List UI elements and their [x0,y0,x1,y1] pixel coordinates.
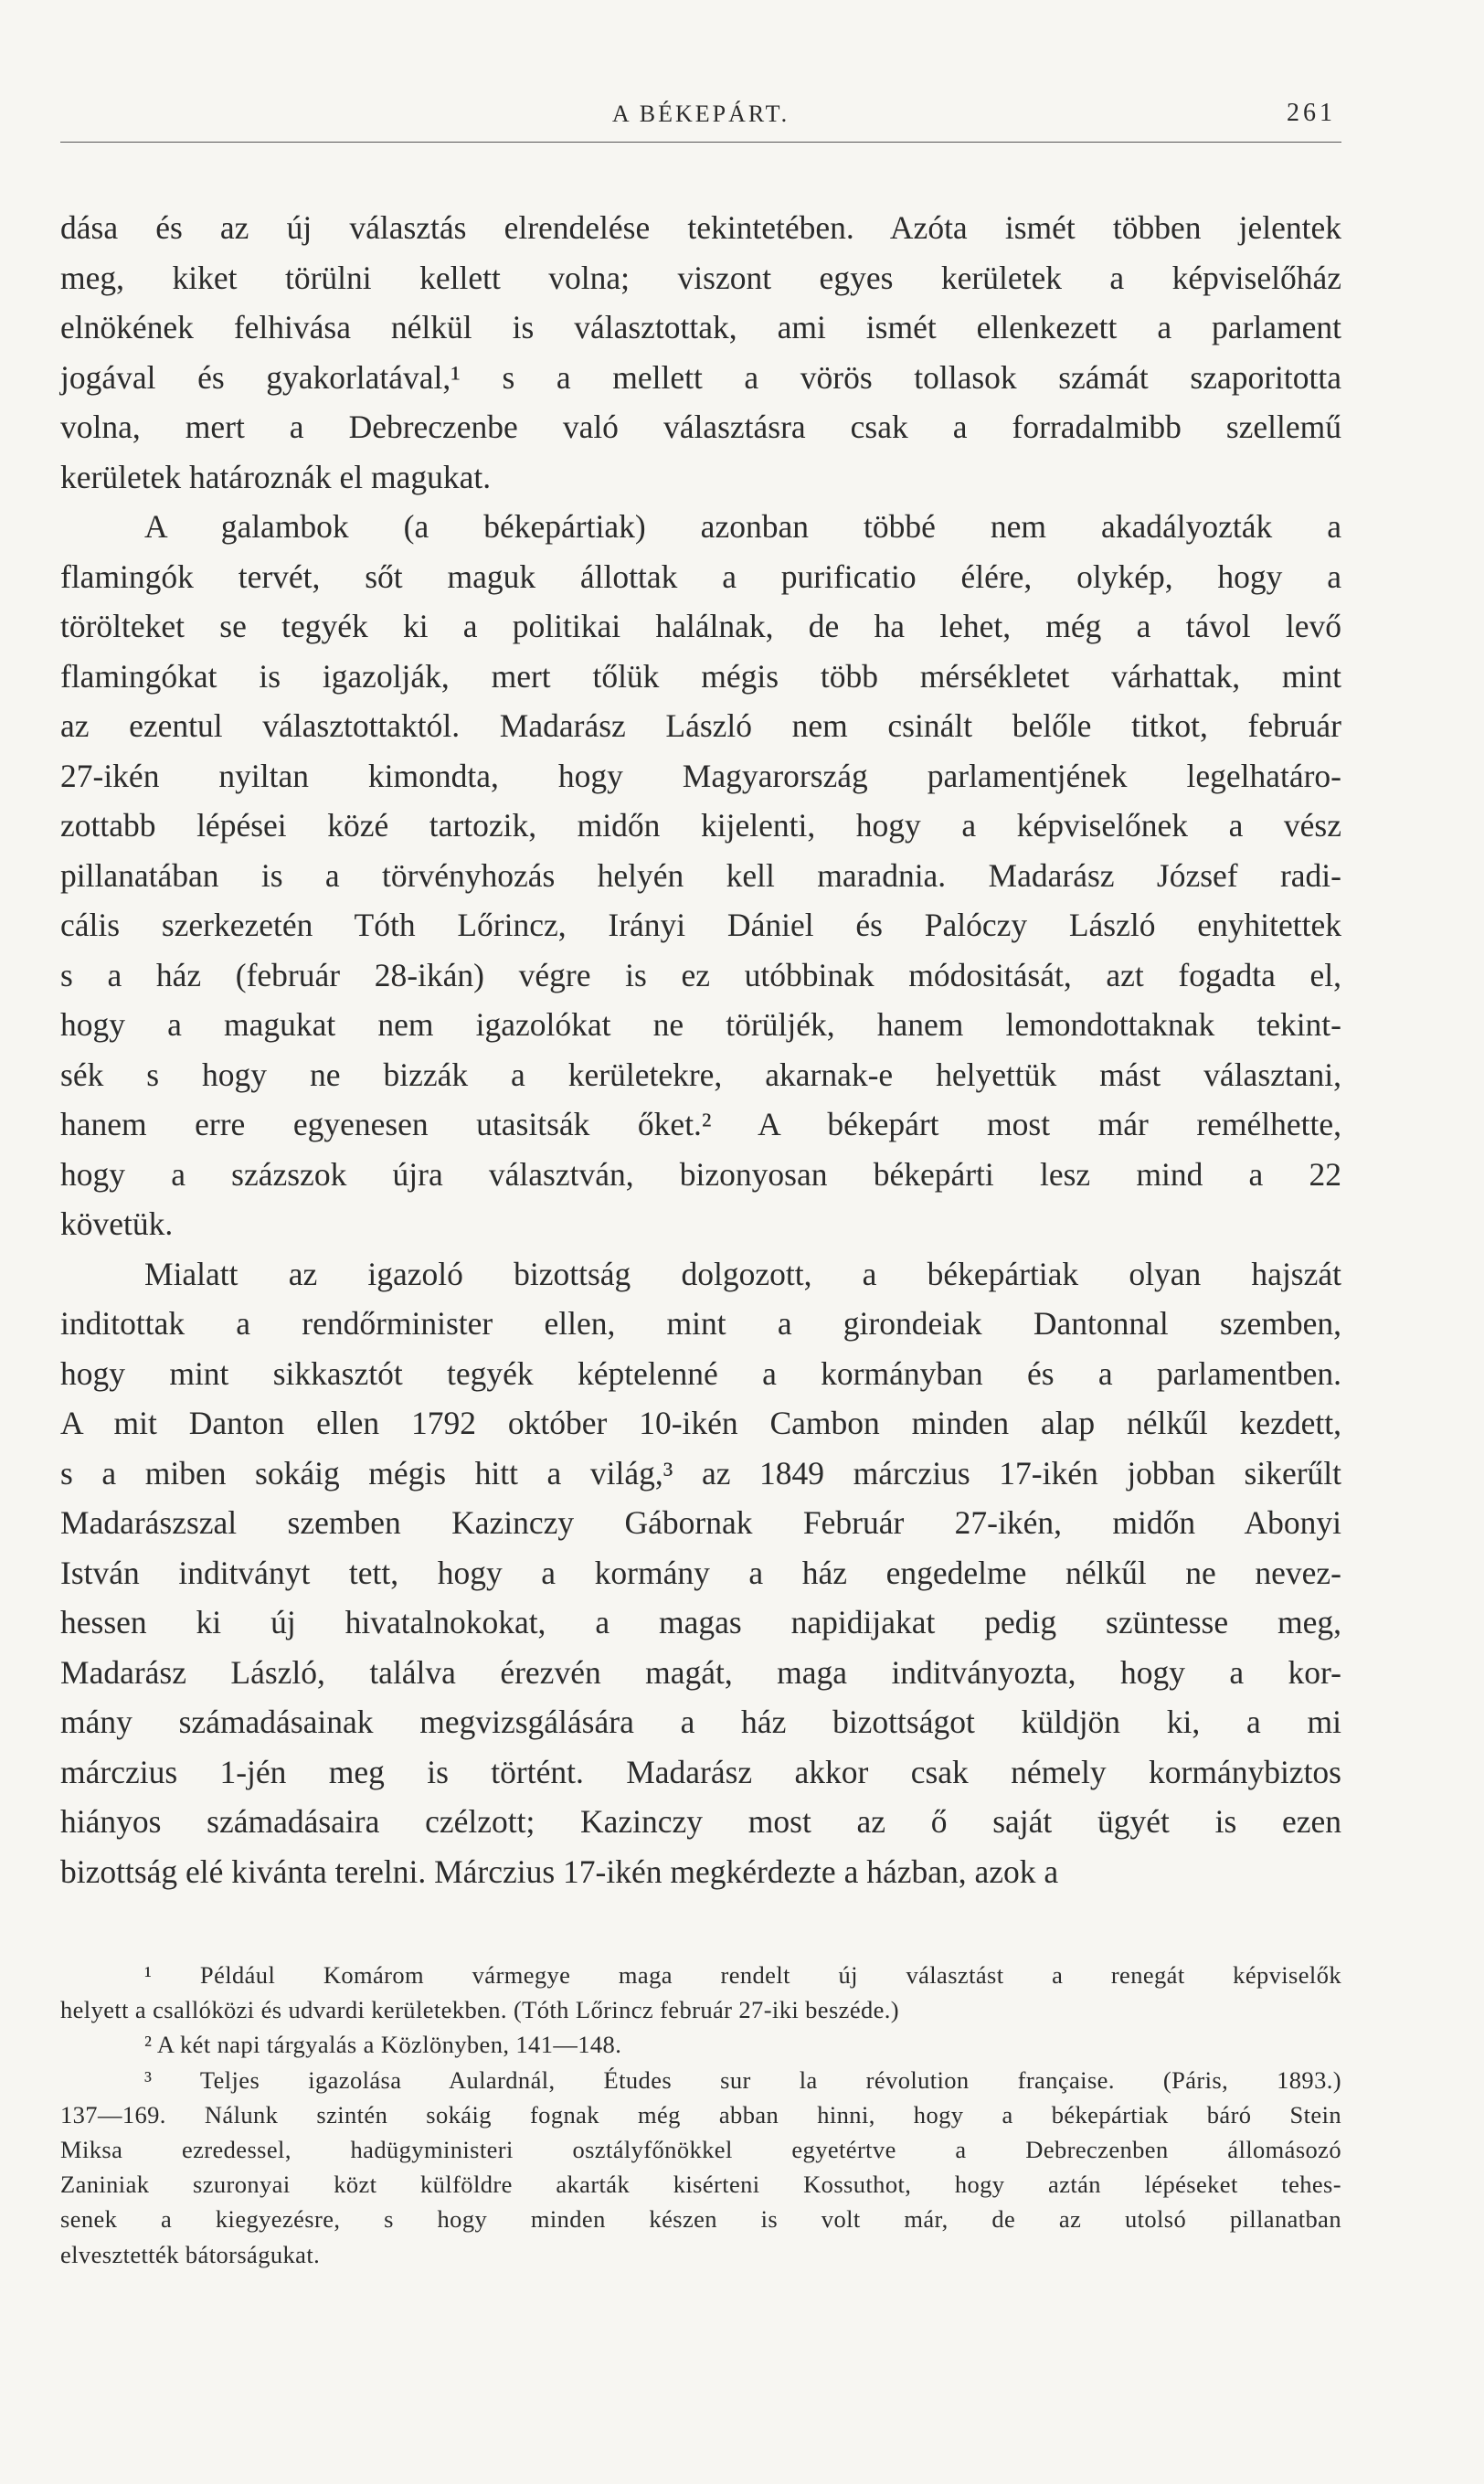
text-line: követük. [60,1205,174,1242]
footnote-line: senek a kiegyezésre, s hogy minden készen is volt már, de az utolsó pillanatban [60,2205,1341,2234]
text-line: s a ház (február 28-ikán) végre is ez utóbbinak módositását, azt fogadta el, [60,956,1341,993]
footnote-line: ³ Teljes igazolása Aulardnál, Études sur la révolution française. (Páris, 1893.) [144,2065,1341,2094]
text-line: Mialatt az igazoló bizottság dolgozott, a békepártiak olyan hajszát [144,1255,1341,1292]
running-header [60,95,1341,132]
text-line: elnökének felhivása nélkül is választottak, ami ismét ellenkezett a parlament [60,309,1341,345]
text-line: meg, kiket törülni kellett volna; viszont egyes kerületek a képviselőház [60,259,1341,296]
text-line: zottabb lépései közé tartozik, midőn kijelenti, hogy a képviselőnek a vész [60,807,1341,844]
running-title: A BÉKEPÁRT. [611,101,790,127]
text-line: hogy a magukat nem igazolókat ne törüljék, hanem lemondottaknak tekint- [60,1006,1341,1043]
footnote-line: 137—169. Nálunk szintén sokáig fognak még abban hinni, hogy a békepártiak báró Stein [60,2100,1341,2128]
footnote-2 [60,2027,1341,2062]
text-line: törölteket se tegyék ki a politikai halálnak, de ha lehet, még a távol levő [60,608,1341,644]
paragraph-3 [60,1249,1341,1897]
text-line: jogával és gyakorlatával,¹ s a mellett a vörös tollasok számát szaporitotta [60,358,1341,396]
text-line: hogy mint sikkasztót tegyék képtelenné a kormányban és a parlamentben. [60,1354,1341,1392]
text-line: az ezentul választottaktól. Madarász László nem csinált belőle titkot, február [60,707,1341,744]
paragraph-1 [60,203,1341,502]
body-text [60,203,1341,1896]
text-line: márczius 1-jén meg is történt. Madarász akkor csak némely kormánybiztos [60,1753,1341,1790]
text-line: hessen ki új hivatalnokokat, a magas napidijakat pedig szüntesse meg, [60,1604,1341,1640]
header-rule [60,142,1341,143]
footnote-line: helyett a csallóközi és udvardi kerületekben. (Tóth Lőrincz február 27-iki beszéde.) [60,1996,900,2024]
footnote-line: ² A két napi tárgyalás a Közlönyben, 141—148. [144,2031,622,2059]
footnotes [60,1958,1341,2272]
text-line: mány számadásainak megvizsgálására a ház bizottságot küldjön ki, a mi [60,1704,1341,1740]
footnote-line: Zaniniak szuronyai közt külföldre akarták kisérteni Kossuthot, hogy aztán lépéseket tehes- [60,2171,1341,2199]
text-line: hanem erre egyenesen utasitsák őket.² A békepárt most már remélhette, [60,1106,1341,1142]
text-line: sék s hogy ne bizzák a kerületekre, akarnak-e helyettük mást választani, [60,1056,1341,1093]
text-line: hiányos számadásaira czélzott; Kazinczy most az ő saját ügyét is ezen [60,1803,1341,1840]
text-line: hogy a százszok újra választván, bizonyosan békepárti lesz mind a 22 [60,1155,1341,1193]
text-line: A mit Danton ellen 1792 október 10-ikén Cambon minden alap nélkűl kezdett, [60,1405,1341,1441]
footnote-line: Miksa ezredessel, hadügyministeri osztályfőnökkel egyetértve a Debreczenben állomásozó [60,2136,1341,2164]
text-line: A galambok (a békepártiak) azonban többé nem akadályozták a [144,508,1341,545]
text-line: Madarász László, találva érezvén magát, maga inditványozta, hogy a kor- [60,1653,1341,1691]
text-line: 27-ikén nyiltan kimondta, hogy Magyarország parlamentjének legelhatáro- [60,757,1341,794]
text-line: bizottság elé kivánta terelni. Márczius 17-ikén megkérdezte a házban, azok a [60,1852,1059,1890]
text-line: István inditványt tett, hogy a kormány a ház engedelme nélkűl ne nevez- [60,1554,1341,1591]
text-line: kerületek határoznák el magukat. [60,458,492,495]
text-line: pillanatában is a törvényhozás helyén kell maradnia. Madarász József radi- [60,856,1341,894]
page-number: 261 [1287,99,1336,127]
text-line: flamingók tervét, sőt maguk állottak a purificatio élére, olykép, hogy a [60,557,1341,595]
paragraph-2 [60,502,1341,1249]
text-line: volna, mert a Debreczenbe való választásra csak a forradalmibb szellemű [60,409,1341,445]
text-line: cális szerkezetén Tóth Lőrincz, Irányi Dániel és Palóczy László enyhitettek [60,907,1341,943]
text-line: s a miben sokáig mégis hitt a világ,³ az 1849 márczius 17-ikén jobban sikerűlt [60,1454,1341,1491]
footnote-line: elvesztették bátorságukat. [60,2240,321,2268]
text-line: Madarászszal szemben Kazinczy Gábornak Február 27-ikén, midőn Abonyi [60,1504,1341,1541]
footnote-line: ¹ Például Komárom vármegye maga rendelt új választást a renegát képviselők [144,1961,1341,1989]
footnote-3 [60,2063,1341,2272]
text-line: dása és az új választás elrendelése tekintetében. Azóta ismét többen jelentek [60,209,1341,246]
footnote-1 [60,1958,1341,2027]
text-line: inditottak a rendőrminister ellen, mint a girondeiak Dantonnal szemben, [60,1305,1341,1342]
text-line: flamingókat is igazolják, mert tőlük mégis több mérsékletet várhattak, mint [60,657,1341,695]
